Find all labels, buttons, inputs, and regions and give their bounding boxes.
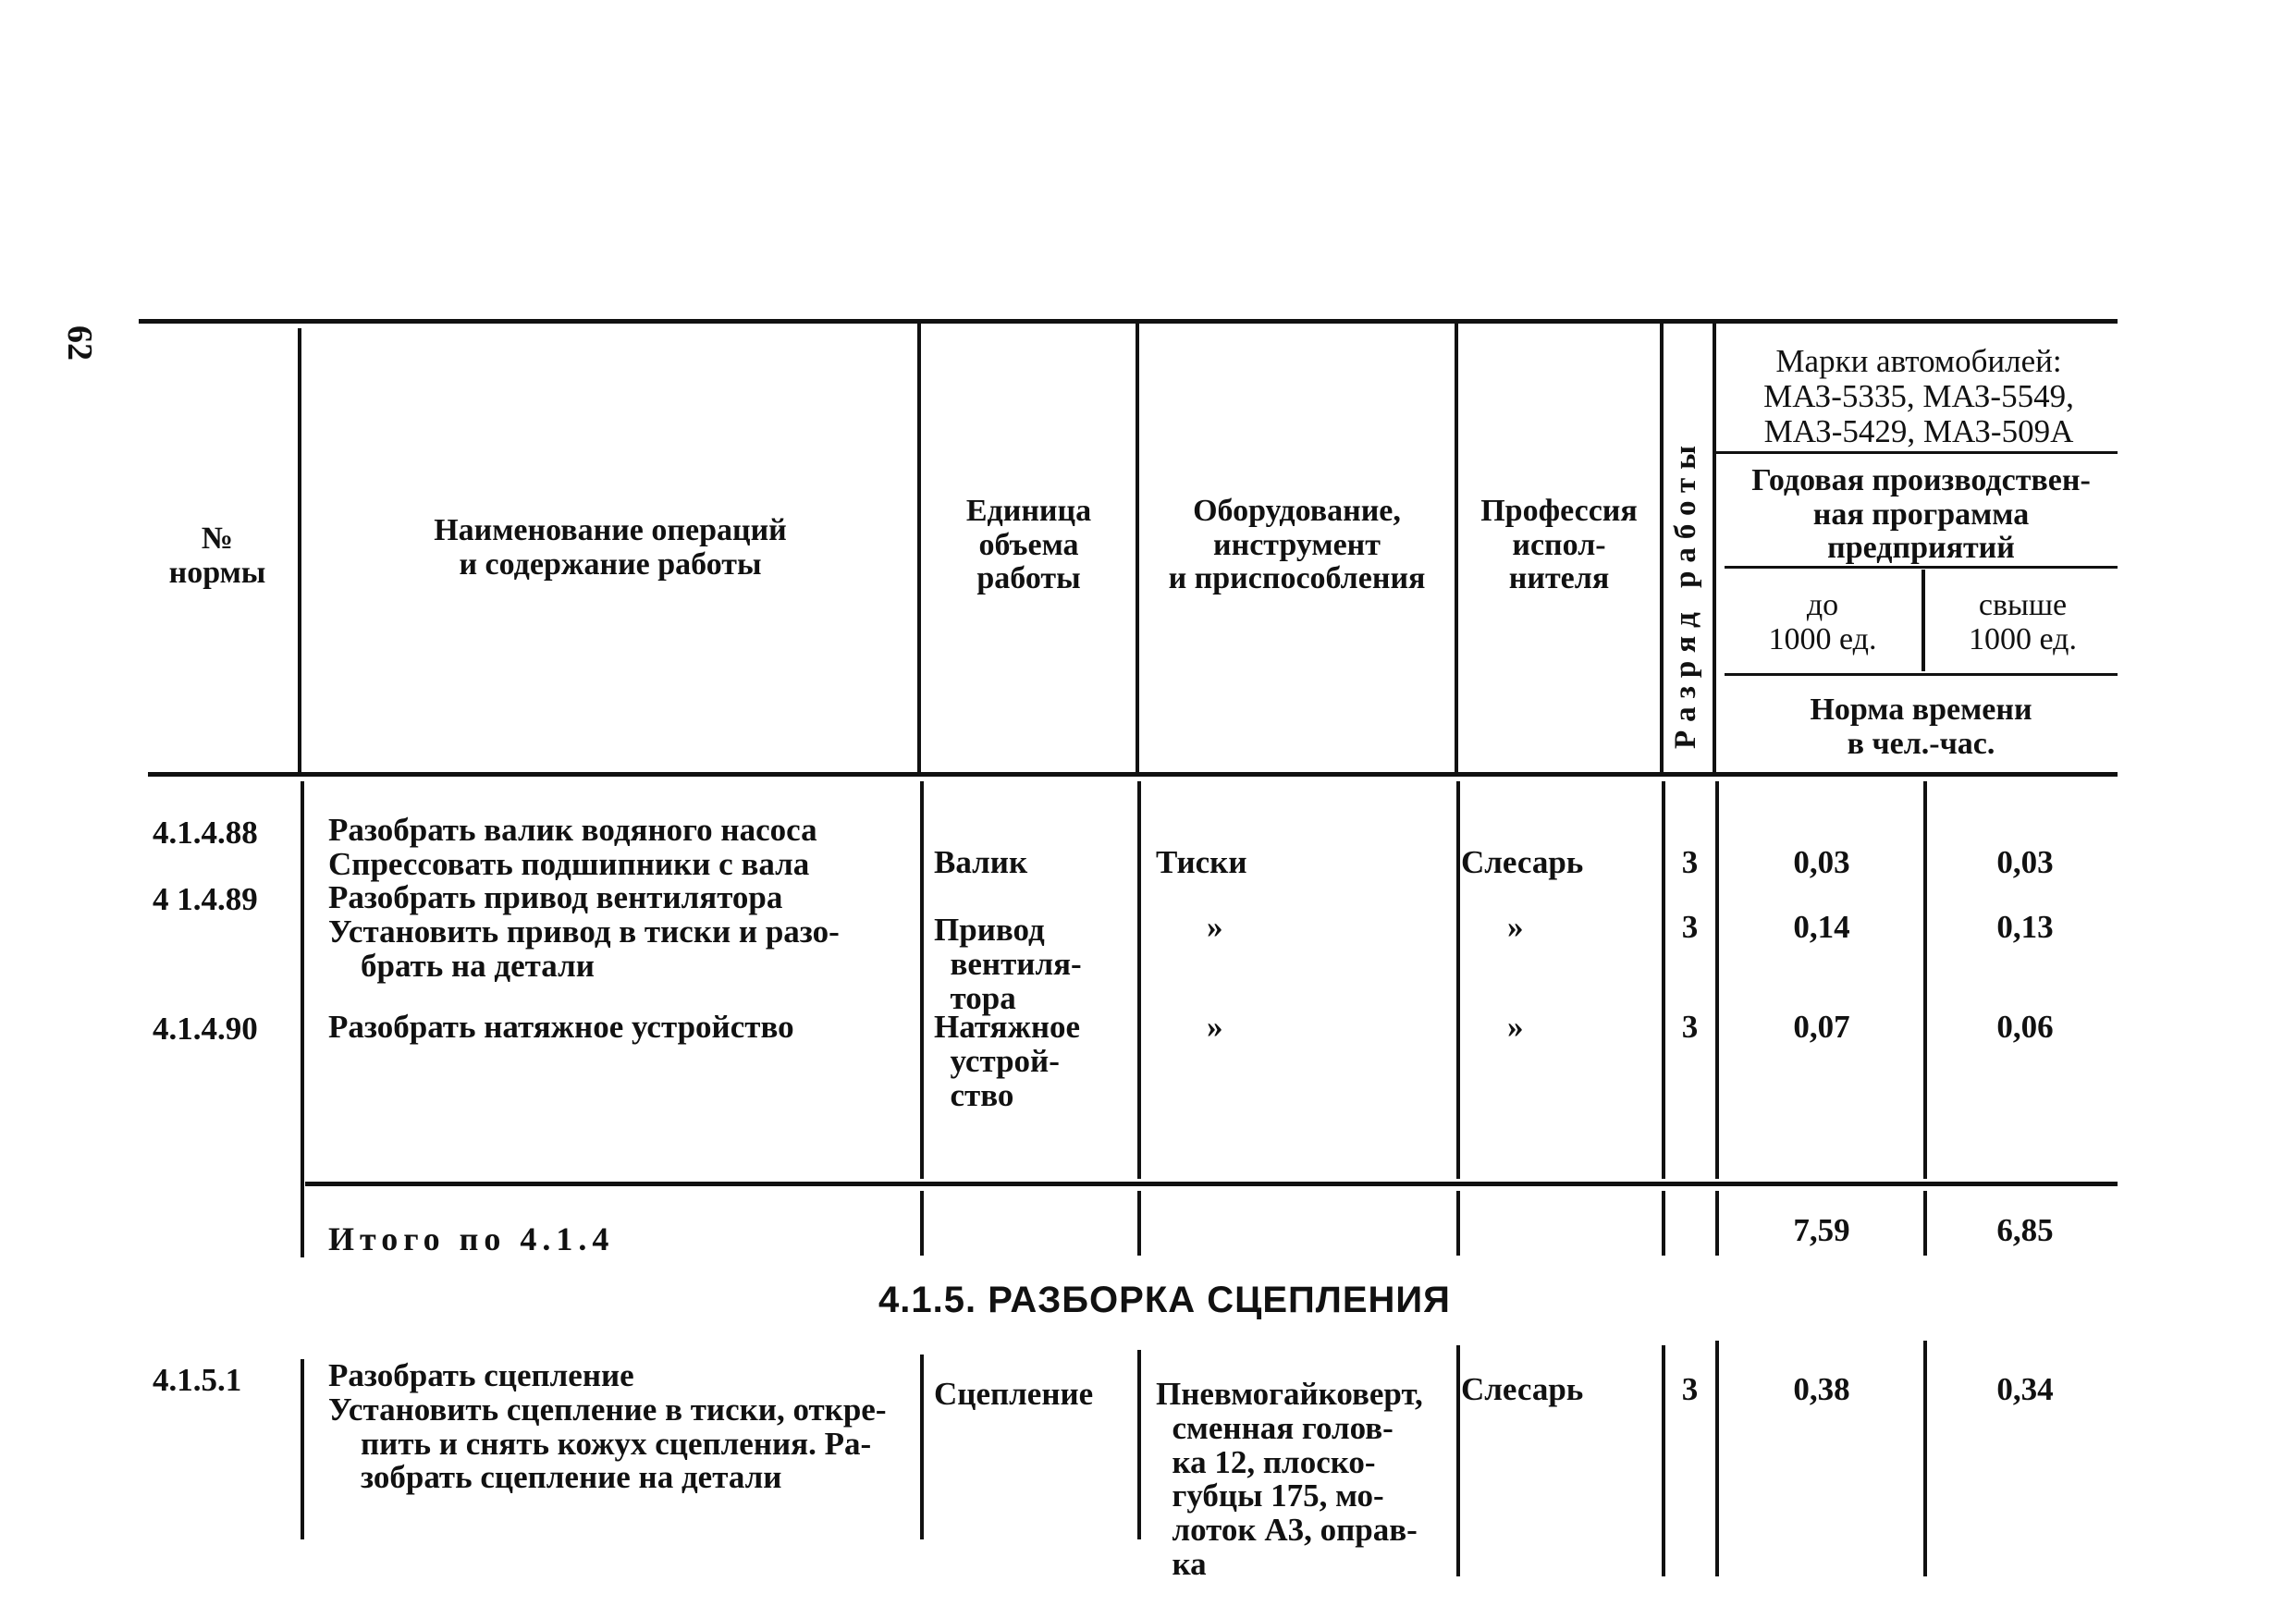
row-1-name: Разобрать валик водяного насоса Спрессовать подшипники с вала (328, 812, 817, 882)
header-divider-1 (298, 328, 301, 772)
page-number: 62 (60, 325, 99, 361)
row-1-upto: 0,03 (1793, 844, 1850, 880)
section-divider-7 (1923, 1341, 1927, 1576)
section-row-name: Разобрать сцепление Установить сцепление в тиски, откре- пить и снять кожух сцепления. Ра- зобрать сцепление на детали (328, 1357, 887, 1496)
total-upto: 7,59 (1793, 1212, 1850, 1248)
body-divider-6 (1715, 781, 1719, 1179)
header-divider-5 (1660, 324, 1664, 772)
body-divider-2 (920, 781, 924, 1179)
header-divider-4 (1455, 324, 1458, 772)
row-3-upto: 0,07 (1793, 1009, 1850, 1045)
total-divider-1 (920, 1191, 924, 1256)
row-3-equipment: » (1207, 1009, 1223, 1045)
total-divider-4 (1662, 1191, 1665, 1256)
columns-bottom-rule (1725, 673, 2118, 676)
header-col-equipment: Оборудование, инструмент и приспособления (1168, 494, 1426, 596)
header-program: Годовая производствен- ная программа предприятий (1751, 463, 2091, 566)
row-2-over: 0,13 (1996, 909, 2054, 945)
table-top-rule (139, 319, 2118, 324)
row-3-over: 0,06 (1996, 1009, 2054, 1045)
row-3-name: Разобрать натяжное устройство (328, 1009, 794, 1045)
row-2-unit: Привод вентиля- тора (934, 912, 1082, 1016)
total-divider-3 (1456, 1191, 1460, 1256)
body-divider-5 (1662, 781, 1665, 1179)
section-divider-4 (1456, 1345, 1460, 1576)
section-row-grade: 3 (1681, 1371, 1699, 1407)
header-divider-7 (1922, 570, 1925, 671)
total-label: Итого по 4.1.4 (328, 1220, 615, 1257)
total-divider-6 (1923, 1191, 1927, 1256)
row-3-unit: Натяжное устрой- ство (934, 1009, 1081, 1113)
section-divider-2 (920, 1355, 924, 1539)
row-2-profession: » (1507, 909, 1524, 945)
row-3-grade: 3 (1681, 1009, 1699, 1045)
header-col-no: № нормы (168, 521, 266, 590)
total-over: 6,85 (1996, 1212, 2054, 1248)
section-row-profession: Слесарь (1461, 1371, 1584, 1407)
body-divider-3 (1137, 781, 1141, 1179)
program-bottom-rule (1725, 566, 2118, 569)
header-col-unit: Единица объема работы (965, 494, 1092, 596)
section-row-unit: Сцепление (934, 1376, 1094, 1412)
row-1-no: 4.1.4.88 (153, 815, 258, 851)
header-col-profession: Профессия испол- нителя (1480, 494, 1638, 596)
section-row-upto: 0,38 (1793, 1371, 1850, 1407)
total-top-rule (305, 1182, 2118, 1186)
body-divider-7 (1923, 781, 1927, 1179)
header-bottom-rule (148, 772, 2118, 777)
row-2-upto: 0,14 (1793, 909, 1850, 945)
row-1-grade: 3 (1681, 844, 1699, 880)
row-3-profession: » (1507, 1009, 1524, 1045)
section-row-equipment: Пневмогайковерт, сменная голов- ка 12, плоско- губцы 175, мо- лоток А3, оправ- ка (1156, 1376, 1423, 1582)
header-col-name: Наименование операций и содержание работы (434, 513, 787, 582)
body-divider-4 (1456, 781, 1460, 1179)
section-row-no: 4.1.5.1 (153, 1362, 242, 1398)
header-norm: Норма времени в чел.-час. (1810, 693, 2032, 761)
row-2-name: Разобрать привод вентилятора Установить привод в тиски и разо- брать на детали (328, 879, 840, 984)
section-title: 4.1.5. РАЗБОРКА СЦЕПЛЕНИЯ (878, 1280, 1451, 1320)
row-1-unit: Валик (934, 844, 1028, 880)
row-1-profession: Слесарь (1461, 844, 1584, 880)
total-divider-2 (1137, 1191, 1141, 1256)
row-2-no: 4 1.4.89 (153, 881, 258, 917)
section-divider-6 (1715, 1341, 1719, 1576)
row-3-no: 4.1.4.90 (153, 1011, 258, 1047)
section-divider-3 (1137, 1350, 1141, 1539)
row-2-grade: 3 (1681, 909, 1699, 945)
body-divider-1 (301, 781, 304, 1257)
header-divider-3 (1136, 324, 1139, 772)
row-1-equipment: Тиски (1156, 844, 1247, 880)
header-upto: до 1000 ед. (1768, 588, 1877, 656)
header-divider-6 (1713, 324, 1716, 772)
row-1-over: 0,03 (1996, 844, 2054, 880)
row-2-equipment: » (1207, 909, 1223, 945)
header-over: свыше 1000 ед. (1969, 588, 2077, 656)
section-divider-1 (301, 1359, 304, 1539)
brands-bottom-rule (1715, 451, 2118, 454)
header-brands: Марки автомобилей: МАЗ-5335, МАЗ-5549, МАЗ-5429, МАЗ-509А (1763, 343, 2074, 449)
header-divider-2 (917, 324, 921, 772)
section-row-over: 0,34 (1996, 1371, 2054, 1407)
header-col-grade: Разряд работы (1669, 436, 1702, 749)
total-divider-5 (1715, 1191, 1719, 1256)
